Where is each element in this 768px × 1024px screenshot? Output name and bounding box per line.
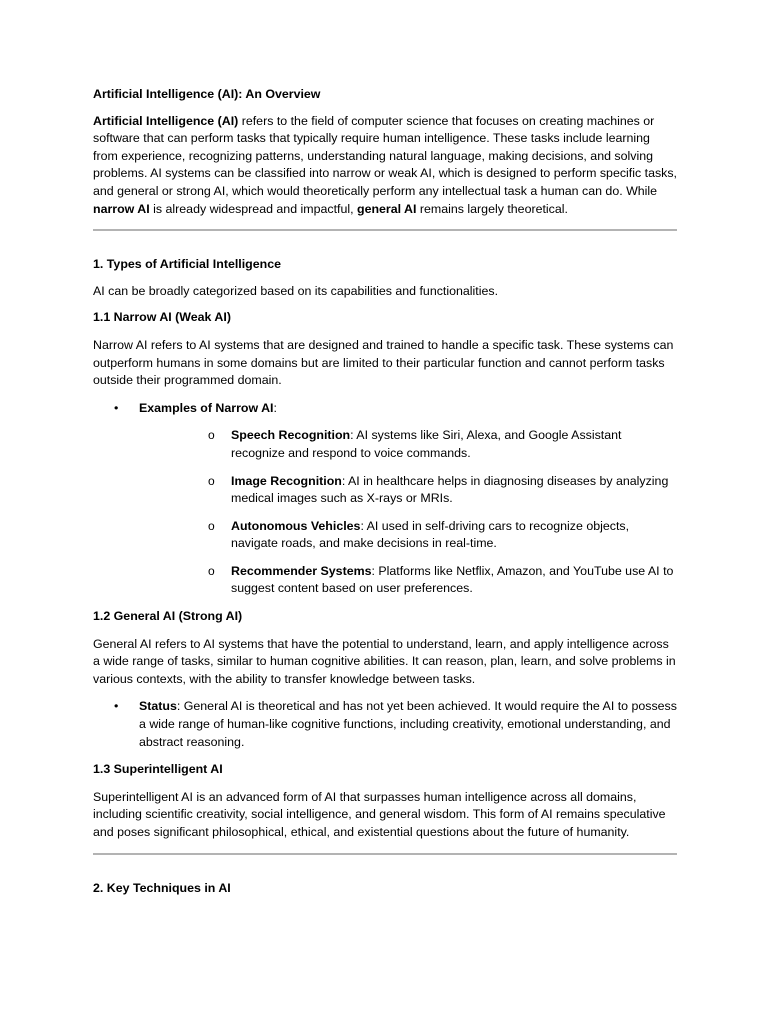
examples-sublist — [139, 427, 677, 598]
paragraph-narrow-ai: Narrow AI refers to AI systems that are designed and trained to handle a specific task. These systems can outperform humans in some domains but are limited to their particular function and cannot perform tasks outside their programmed domain. — [93, 337, 674, 388]
example-term: Speech Recognition — [231, 428, 351, 443]
list-item — [93, 698, 677, 751]
bullet-icon: • — [114, 400, 119, 415]
examples-colon: : — [273, 400, 277, 415]
narrow-ai-bullet-list — [93, 400, 677, 598]
circle-bullet-icon: o — [208, 473, 215, 488]
intro-text-2: is already widespread and impactful, — [149, 201, 357, 216]
example-text: : AI used in self-driving cars to recognize objects, navigate roads, and make decisions in real-time. — [231, 518, 630, 551]
intro-text-1: refers to the field of computer science that focuses on creating machines or software that can perform tasks that typically require human intelligence. These tasks include learning from experience, recognizing patterns, understanding natural language, making decisions, and solving problems. AI systems can be classified into narrow or weak AI, which is designed to perform specific tasks, and general or strong AI, which would theoretically perform any intellectual task a human can do. While — [93, 113, 677, 198]
subheading-superintelligent-ai: 1.3 Superintelligent AI — [93, 762, 223, 777]
document-title: Artificial Intelligence (AI): An Overview — [93, 87, 321, 101]
list-item — [93, 400, 677, 598]
intro-paragraph — [93, 113, 677, 219]
list-item — [139, 473, 677, 508]
list-item — [139, 427, 677, 462]
list-item — [139, 518, 677, 553]
status-text: : General AI is theoretical and has not yet been achieved. It would require the AI to possess a wide range of human-like cognitive functions, including creativity, emotional understanding, and abstract reasoning. — [139, 699, 677, 749]
example-term: Autonomous Vehicles — [231, 518, 361, 533]
section-heading-techniques: 2. Key Techniques in AI — [93, 880, 231, 895]
bullet-icon: • — [114, 699, 119, 714]
example-term: Recommender Systems — [231, 563, 372, 578]
horizontal-divider — [93, 853, 677, 855]
examples-label: Examples of Narrow AI — [139, 400, 274, 415]
intro-text-3: remains largely theoretical. — [416, 201, 568, 216]
general-ai-bullet-list — [93, 698, 677, 751]
circle-bullet-icon: o — [208, 428, 215, 443]
list-item — [139, 563, 677, 598]
circle-bullet-icon: o — [208, 563, 215, 578]
subheading-general-ai: 1.2 General AI (Strong AI) — [93, 609, 243, 624]
intro-narrow-term: narrow AI — [93, 201, 150, 216]
paragraph-general-ai: General AI refers to AI systems that have the potential to understand, learn, and apply intelligence across a wide range of tasks, similar to human cognitive abilities. It can reason, plan, learn, and solve problems in various contexts, with the ability to transfer knowledge between tasks. — [93, 636, 676, 686]
horizontal-divider — [93, 229, 677, 231]
subheading-narrow-ai: 1.1 Narrow AI (Weak AI) — [93, 310, 231, 325]
example-term: Image Recognition — [231, 473, 342, 488]
document-body — [93, 86, 677, 897]
example-text: : AI systems like Siri, Alexa, and Google Assistant recognize and respond to voice commands. — [231, 428, 622, 460]
section-intro-types: AI can be broadly categorized based on its capabilities and functionalities. — [93, 283, 499, 298]
status-term: Status — [139, 699, 177, 714]
paragraph-superintelligent-ai: Superintelligent AI is an advanced form of AI that surpasses human intelligence across all domains, including scientific creativity, social intelligence, and general wisdom. This form of AI remains speculative and poses significant philosophical, ethical, and existential questions about the future of humanity. — [93, 789, 666, 839]
example-text: : AI in healthcare helps in diagnosing diseases by analyzing medical images such as X-rays or MRIs. — [231, 473, 669, 506]
section-heading-types: 1. Types of Artificial Intelligence — [93, 257, 281, 272]
circle-bullet-icon: o — [208, 518, 215, 533]
intro-term: Artificial Intelligence (AI) — [93, 113, 239, 128]
intro-general-term: general AI — [357, 201, 417, 216]
example-text: : Platforms like Netflix, Amazon, and YouTube use AI to suggest content based on user preferences. — [231, 563, 674, 596]
